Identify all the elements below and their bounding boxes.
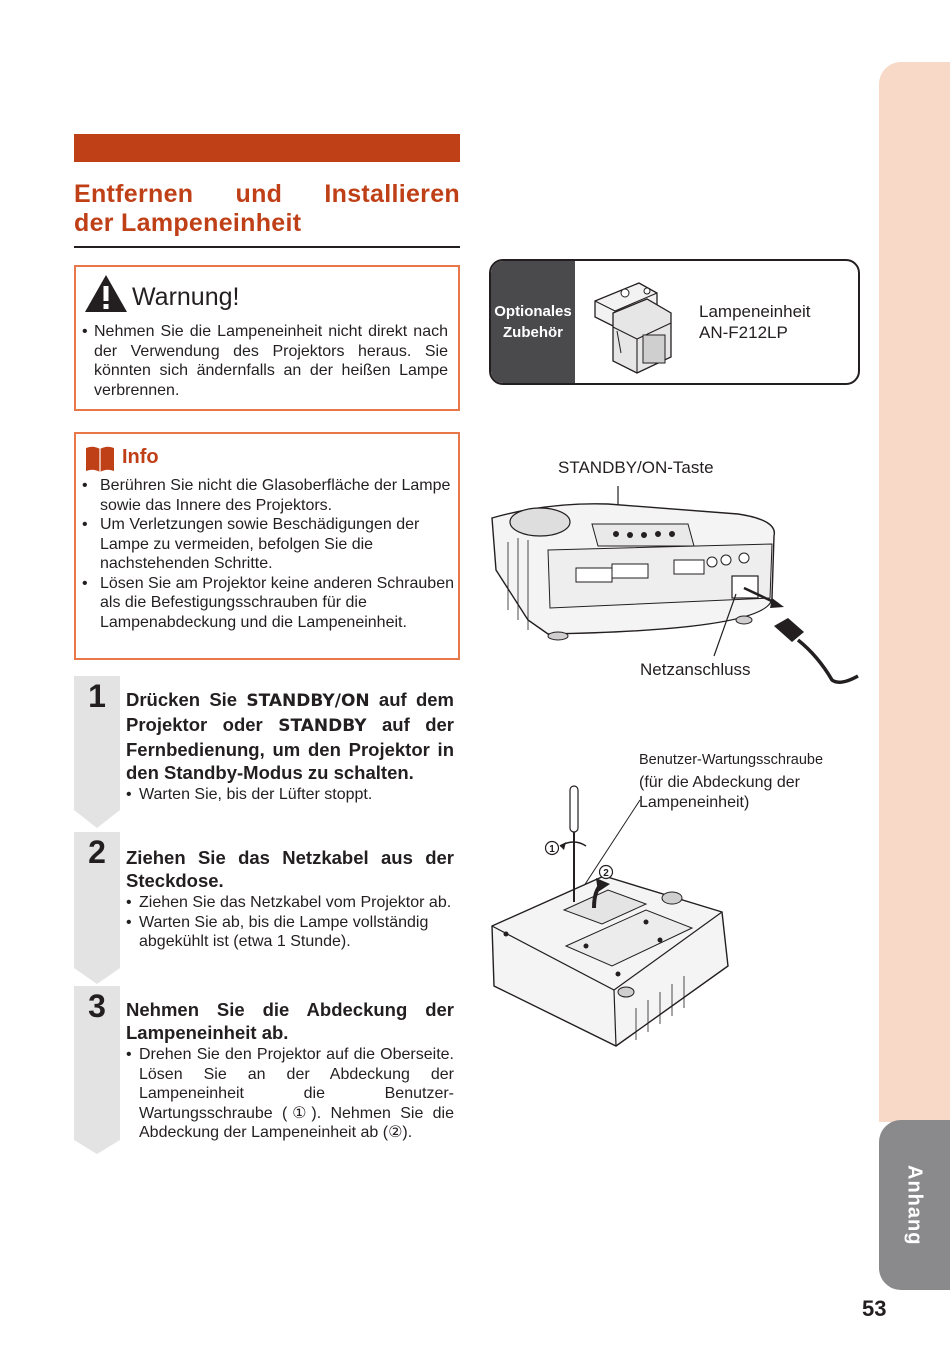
step-heading: Ziehen Sie das Netzkabel aus der Steckdose.: [126, 847, 454, 891]
warning-triangle-icon: [84, 273, 128, 313]
projector-rear-illustration: [488, 480, 868, 690]
info-list: [82, 476, 454, 632]
step-notes: • Drehen Sie den Projektor auf die Oberseite. Lösen Sie an der Abdeckung der Lampeneinheit die Benutzer-Wartungsschraube (①). Nehmen Sie die Abdeckung der Lampeneinheit ab (②).: [126, 1046, 454, 1141]
section-color-bar: [74, 134, 460, 162]
step-number: 3: [88, 988, 106, 1024]
step-note: • Warten Sie, bis der Lüfter stoppt.: [126, 786, 373, 803]
page-title: [74, 180, 460, 238]
list-item: • Um Verletzungen sowie Beschädigungen der Lampe zu vermeiden, befolgen Sie die nachstehenden Schritte.: [82, 516, 420, 572]
step-heading: Nehmen Sie die Abdeckung der Lampeneinheit ab.: [126, 999, 454, 1043]
marker-1: 1: [549, 844, 555, 855]
step-body: [126, 688, 454, 805]
side-tab-label: Anhang: [903, 1164, 926, 1246]
page-title-line2: der Lampeneinheit: [74, 209, 302, 237]
side-tab-background: [879, 62, 950, 1122]
marker-2: 2: [603, 868, 609, 879]
warning-text: [82, 322, 448, 400]
page-number: 53: [862, 1296, 887, 1321]
book-icon: [84, 444, 116, 474]
step-number: 1: [88, 678, 106, 714]
step-2: [74, 832, 464, 984]
lamp-unit-illustration: [587, 269, 687, 377]
info-title: Info: [122, 446, 159, 468]
screw-label: Benutzer-Wartungsschraube: [639, 752, 824, 768]
accessory-name: Lampeneinheit AN-F212LP: [699, 302, 811, 342]
info-box: [74, 432, 460, 660]
step-body: [126, 998, 454, 1143]
standby-button-label: STANDBY/ON-Taste: [558, 458, 714, 477]
accessory-box: [489, 259, 860, 385]
power-socket-label: Netzanschluss: [640, 660, 751, 679]
step-1: [74, 676, 464, 828]
step-number: 2: [88, 834, 106, 870]
warning-title: Warnung!: [132, 283, 240, 311]
page-title-line1: Entfernen und Installieren: [74, 180, 460, 208]
step-heading: Drücken Sie STANDBY/ON auf dem Projektor oder STANDBY auf der Fernbedienung, um den Projektor in den Standby-Modus zu schalten.: [126, 689, 454, 783]
step-body: [126, 846, 454, 952]
step-notes: • Ziehen Sie das Netzkabel vom Projektor ab. • Warten Sie ab, bis die Lampe vollständig abgekühlt ist (etwa 1 Stunde).: [126, 894, 452, 950]
list-item: • Lösen Sie am Projektor keine anderen Schrauben als die Befestigungsschrauben für die Lampenabdeckung und die Lampeneinheit.: [82, 574, 454, 631]
warning-box: [74, 265, 460, 411]
step-3: [74, 986, 464, 1154]
projector-bottom-illustration: [486, 780, 736, 1060]
accessory-label: Optionales Zubehör: [491, 261, 575, 383]
list-item: • Berühren Sie nicht die Glasoberfläche der Lampe sowie das Innere des Projektors.: [82, 477, 451, 514]
warning-body: Nehmen Sie die Lampeneinheit nicht direkt nach der Verwendung des Projektors heraus. Sie könnten sich ändernfalls an der heißen Lampe verbrennen.: [94, 323, 448, 399]
screw-note: (für die Abdeckung der Lampeneinheit): [639, 774, 800, 811]
bullet: •: [82, 323, 88, 340]
title-divider: [74, 246, 460, 248]
